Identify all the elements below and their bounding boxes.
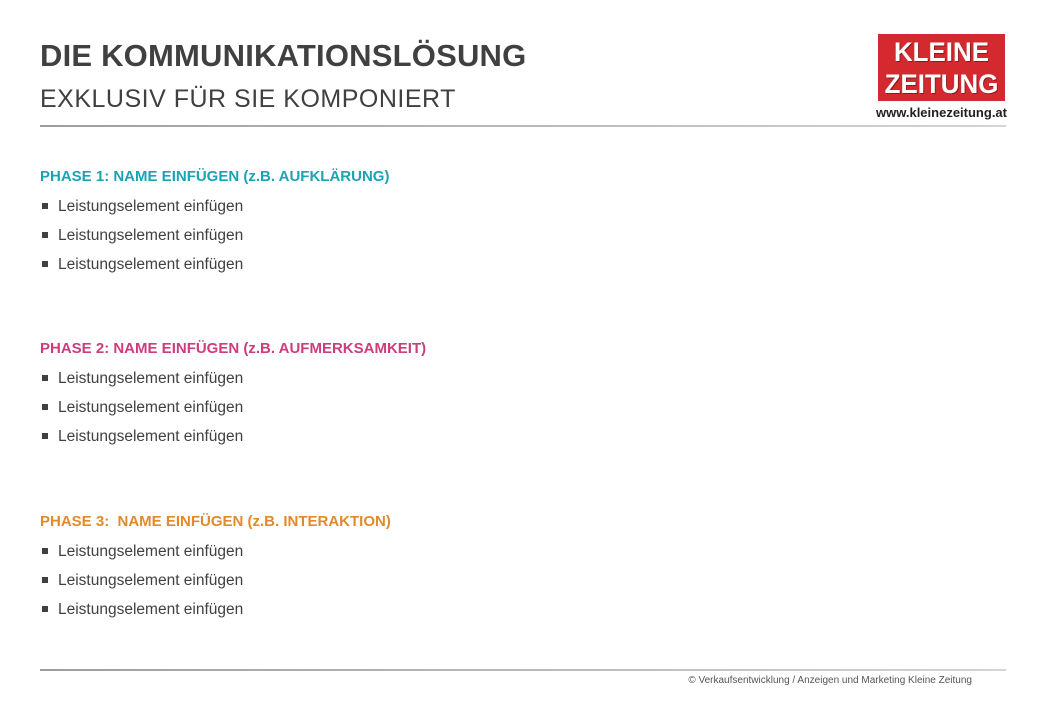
square-bullet-icon xyxy=(42,203,48,209)
list-item xyxy=(40,422,426,451)
phase-3-section xyxy=(40,512,391,624)
phase-2-list xyxy=(40,364,426,451)
list-item xyxy=(40,566,391,595)
list-item-label: Leistungselement einfügen xyxy=(58,227,244,244)
list-item xyxy=(40,250,389,279)
logo-url: www.kleinezeitung.at xyxy=(876,105,1007,120)
list-item xyxy=(40,221,389,250)
square-bullet-icon xyxy=(42,577,48,583)
page-title: DIE KOMMUNIKATIONSLÖSUNG xyxy=(40,38,527,73)
square-bullet-icon xyxy=(42,433,48,439)
phase-3-list xyxy=(40,537,391,624)
list-item-label: Leistungselement einfügen xyxy=(58,601,244,618)
phase-1-heading: PHASE 1: NAME EINFÜGEN (z.B. AUFKLÄRUNG) xyxy=(40,168,390,185)
square-bullet-icon xyxy=(42,232,48,238)
list-item xyxy=(40,537,391,566)
footer-copyright: © Verkaufsentwicklung / Anzeigen und Marketing Kleine Zeitung xyxy=(688,675,972,686)
page-subtitle: EXKLUSIV FÜR SIE KOMPONIERT xyxy=(40,85,456,113)
list-item-label: Leistungselement einfügen xyxy=(58,399,244,416)
square-bullet-icon xyxy=(42,375,48,381)
list-item-label: Leistungselement einfügen xyxy=(58,543,244,560)
logo-text-line2: ZEITUNG xyxy=(884,69,999,99)
kleine-zeitung-logo xyxy=(876,34,1007,122)
list-item-label: Leistungselement einfügen xyxy=(58,198,244,215)
square-bullet-icon xyxy=(42,261,48,267)
square-bullet-icon xyxy=(42,404,48,410)
logo-text-line1: KLEINE xyxy=(893,37,990,67)
phase-1-list xyxy=(40,192,389,279)
logo-red-box xyxy=(878,34,1005,101)
header-divider xyxy=(40,125,1006,127)
list-item xyxy=(40,595,391,624)
phase-1-section xyxy=(40,167,389,279)
list-item-label: Leistungselement einfügen xyxy=(58,572,244,589)
phase-2-heading: PHASE 2: NAME EINFÜGEN (z.B. AUFMERKSAMKEIT) xyxy=(40,340,427,357)
list-item-label: Leistungselement einfügen xyxy=(58,256,244,273)
footer-divider xyxy=(40,669,1006,671)
square-bullet-icon xyxy=(42,548,48,554)
square-bullet-icon xyxy=(42,606,48,612)
phase-3-heading: PHASE 3: NAME EINFÜGEN (z.B. INTERAKTION) xyxy=(40,513,391,530)
list-item xyxy=(40,393,426,422)
list-item xyxy=(40,364,426,393)
list-item-label: Leistungselement einfügen xyxy=(58,428,244,445)
phase-2-section xyxy=(40,339,426,451)
list-item xyxy=(40,192,389,221)
list-item-label: Leistungselement einfügen xyxy=(58,370,244,387)
